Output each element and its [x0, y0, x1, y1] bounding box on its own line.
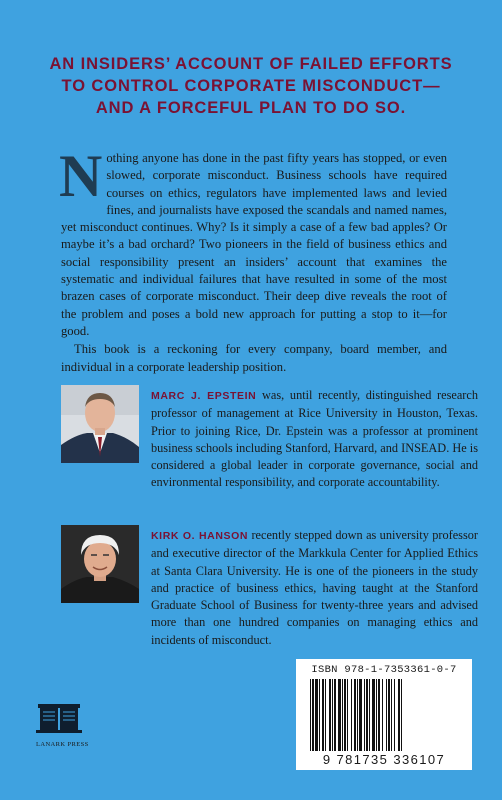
publisher-logo — [36, 700, 89, 748]
barcode-bar — [342, 679, 343, 751]
headline-line-3: AND A FORCEFUL PLAN TO DO SO. — [95, 99, 407, 117]
barcode-bar — [386, 679, 387, 751]
barcode-bar — [351, 679, 352, 751]
barcode-bar — [329, 679, 331, 751]
author-bio-hanson — [151, 527, 478, 649]
barcode-bar — [398, 679, 400, 751]
barcode-bar — [357, 679, 358, 751]
isbn-text: ISBN 978-1-7353361-0-7 — [311, 664, 457, 676]
author-name-epstein: MARC J. EPSTEIN — [151, 390, 257, 402]
barcode-bar — [364, 679, 365, 751]
author-bio-epstein — [151, 387, 478, 492]
barcode-bar — [376, 679, 377, 751]
barcode-bar — [315, 679, 318, 751]
barcode-bar — [366, 679, 368, 751]
barcode-bar — [322, 679, 324, 751]
barcode-bar — [319, 679, 320, 751]
barcode-bar — [388, 679, 390, 751]
barcode-bar — [394, 679, 395, 751]
author-bio-text-epstein: was, until recently, distinguished research professor of management at Rice University in Houston, Texas. Prior to joining Rice, Dr. Epstein was a professor at prominent business schools including Stanford, Harvard, and INSEAD. He is considered a global leader in corporate governance, social and environmental responsibility, and corporate accountability. — [151, 388, 479, 490]
barcode-bar — [391, 679, 392, 751]
book-icon — [36, 700, 82, 734]
headline-line-1: AN INSIDERS’ ACCOUNT OF FAILED EFFORTS — [49, 55, 453, 73]
description — [59, 143, 447, 376]
headline — [20, 53, 482, 119]
headline-line-2: TO CONTROL CORPORATE MISCONDUCT— — [61, 77, 441, 95]
author-name-hanson: KIRK O. HANSON — [151, 530, 249, 542]
barcode-bar — [372, 679, 375, 751]
barcode-bar — [401, 679, 402, 751]
barcode-bar — [354, 679, 356, 751]
barcode-bar — [369, 679, 370, 751]
barcode-bar — [325, 679, 326, 751]
description-paragraph-2: This book is a reckoning for every company, board member, and individual in a corporate leadership position. — [61, 342, 447, 374]
description-paragraph-1 — [59, 143, 447, 340]
barcode-bar — [359, 679, 362, 751]
description-text-1: othing anyone has done in the past fifty years has stopped, or even slowed, corporate misconduct. Business schools have required courses on ethics, regulators have implemented laws and levied fines, and journalists have exposed the scandals and named names, yet misconduct continues. Why? Is it simply a case of a few bad apples? Or maybe it’s a bad orchard? Two pioneers in the field of business ethics and social responsibility present an insiders’ account that examines the systematic and individual failures that have resulted in some of the most brazen cases of corporate misconduct. Their deep dive reveals the root of the problem and poses a bold new approach for putting a stop to it—for good. — [61, 151, 447, 338]
author-photo-hanson — [61, 525, 139, 603]
barcode-bar — [347, 679, 348, 751]
barcode-bar — [382, 679, 383, 751]
author-photo-epstein — [61, 385, 139, 463]
barcode-bar — [344, 679, 346, 751]
barcode-bar — [332, 679, 333, 751]
barcode-bar — [378, 679, 380, 751]
barcode-bar — [334, 679, 336, 751]
barcode-digits: 9 781735 336107 — [322, 752, 446, 767]
barcode-bar — [338, 679, 341, 751]
publisher-name: LANARK PRESS — [36, 741, 89, 748]
author-bio-text-hanson: recently stepped down as university professor and executive director of the Markkula Center for Applied Ethics at Santa Clara University. He is one of the pioneers in the study and practice of business ethics, having taught at the Stanford Graduate School of Business for twenty-three years and advised more than one hundred companies on managing ethics and incidents of misconduct. — [151, 528, 478, 647]
drop-cap: N — [59, 143, 103, 209]
barcode-bar — [312, 679, 314, 751]
barcode-bar — [310, 679, 311, 751]
barcode — [296, 659, 472, 770]
